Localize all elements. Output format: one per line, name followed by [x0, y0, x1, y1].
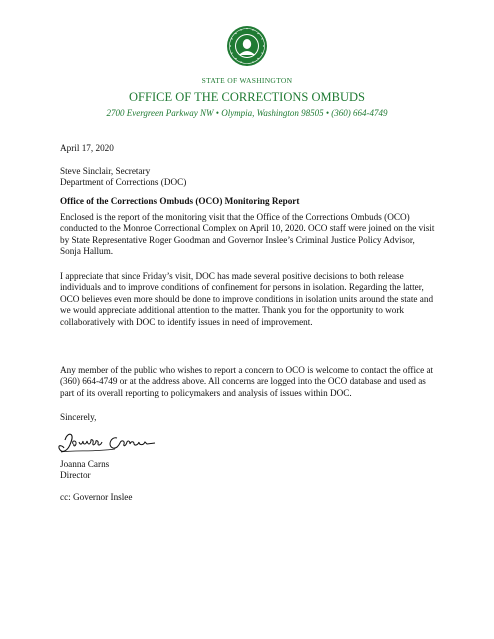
cc-line: cc: Governor Inslee — [60, 492, 133, 502]
recipient-department: Department of Corrections (DOC) — [60, 177, 187, 188]
letter-closing: Sincerely, — [60, 412, 97, 422]
letterhead-state: STATE OF WASHINGTON — [201, 76, 293, 85]
paragraph-report-enclosed: Enclosed is the report of the monitoring visit that the Office of the Corrections Ombuds (OCO) conducted to the Monroe Correctional Complex on April 10, 2020. OCO staff were joined on the visit by State Representative Roger Goodman and Governor Inslee’s Criminal Justice Policy Advisor, Sonja Hallum. — [60, 212, 435, 257]
handwritten-signature — [55, 428, 175, 460]
signer-name: Joanna Carns — [60, 459, 110, 469]
recipient-name: Steve Sinclair, Secretary — [60, 166, 151, 176]
signer-block — [60, 459, 438, 482]
letter-subject: Office of the Corrections Ombuds (OCO) Monitoring Report — [60, 196, 300, 206]
letter-date: April 17, 2020 — [60, 143, 114, 153]
recipient-block — [60, 166, 438, 189]
letterhead-address: 2700 Evergreen Parkway NW • Olympia, Washington 98505 • (360) 664-4749 — [106, 108, 388, 118]
signer-title: Director — [60, 470, 91, 481]
state-seal-logo — [226, 25, 268, 67]
paragraph-appreciation: I appreciate that since Friday’s visit, DOC has made several positive decisions to both release individuals and to improve conditions of confinement for persons in isolation. Regarding the latter, OCO believes even more should be done to improve conditions in isolation units around the state and we would appreciate additional attention to the matter. Thank you for the opportunity to work collaboratively with DOC to identify issues in need of improvement. — [60, 271, 434, 327]
paragraph-contact-info: Any member of the public who wishes to report a concern to OCO is welcome to contact the office at (360) 664-4749 or at the address above. All concerns are logged into the OCO database and used as part of its overall reporting to policymakers and analysis of issues within DOC. — [60, 365, 434, 398]
letterhead-office: OFFICE OF THE CORRECTIONS OMBUDS — [129, 90, 365, 104]
